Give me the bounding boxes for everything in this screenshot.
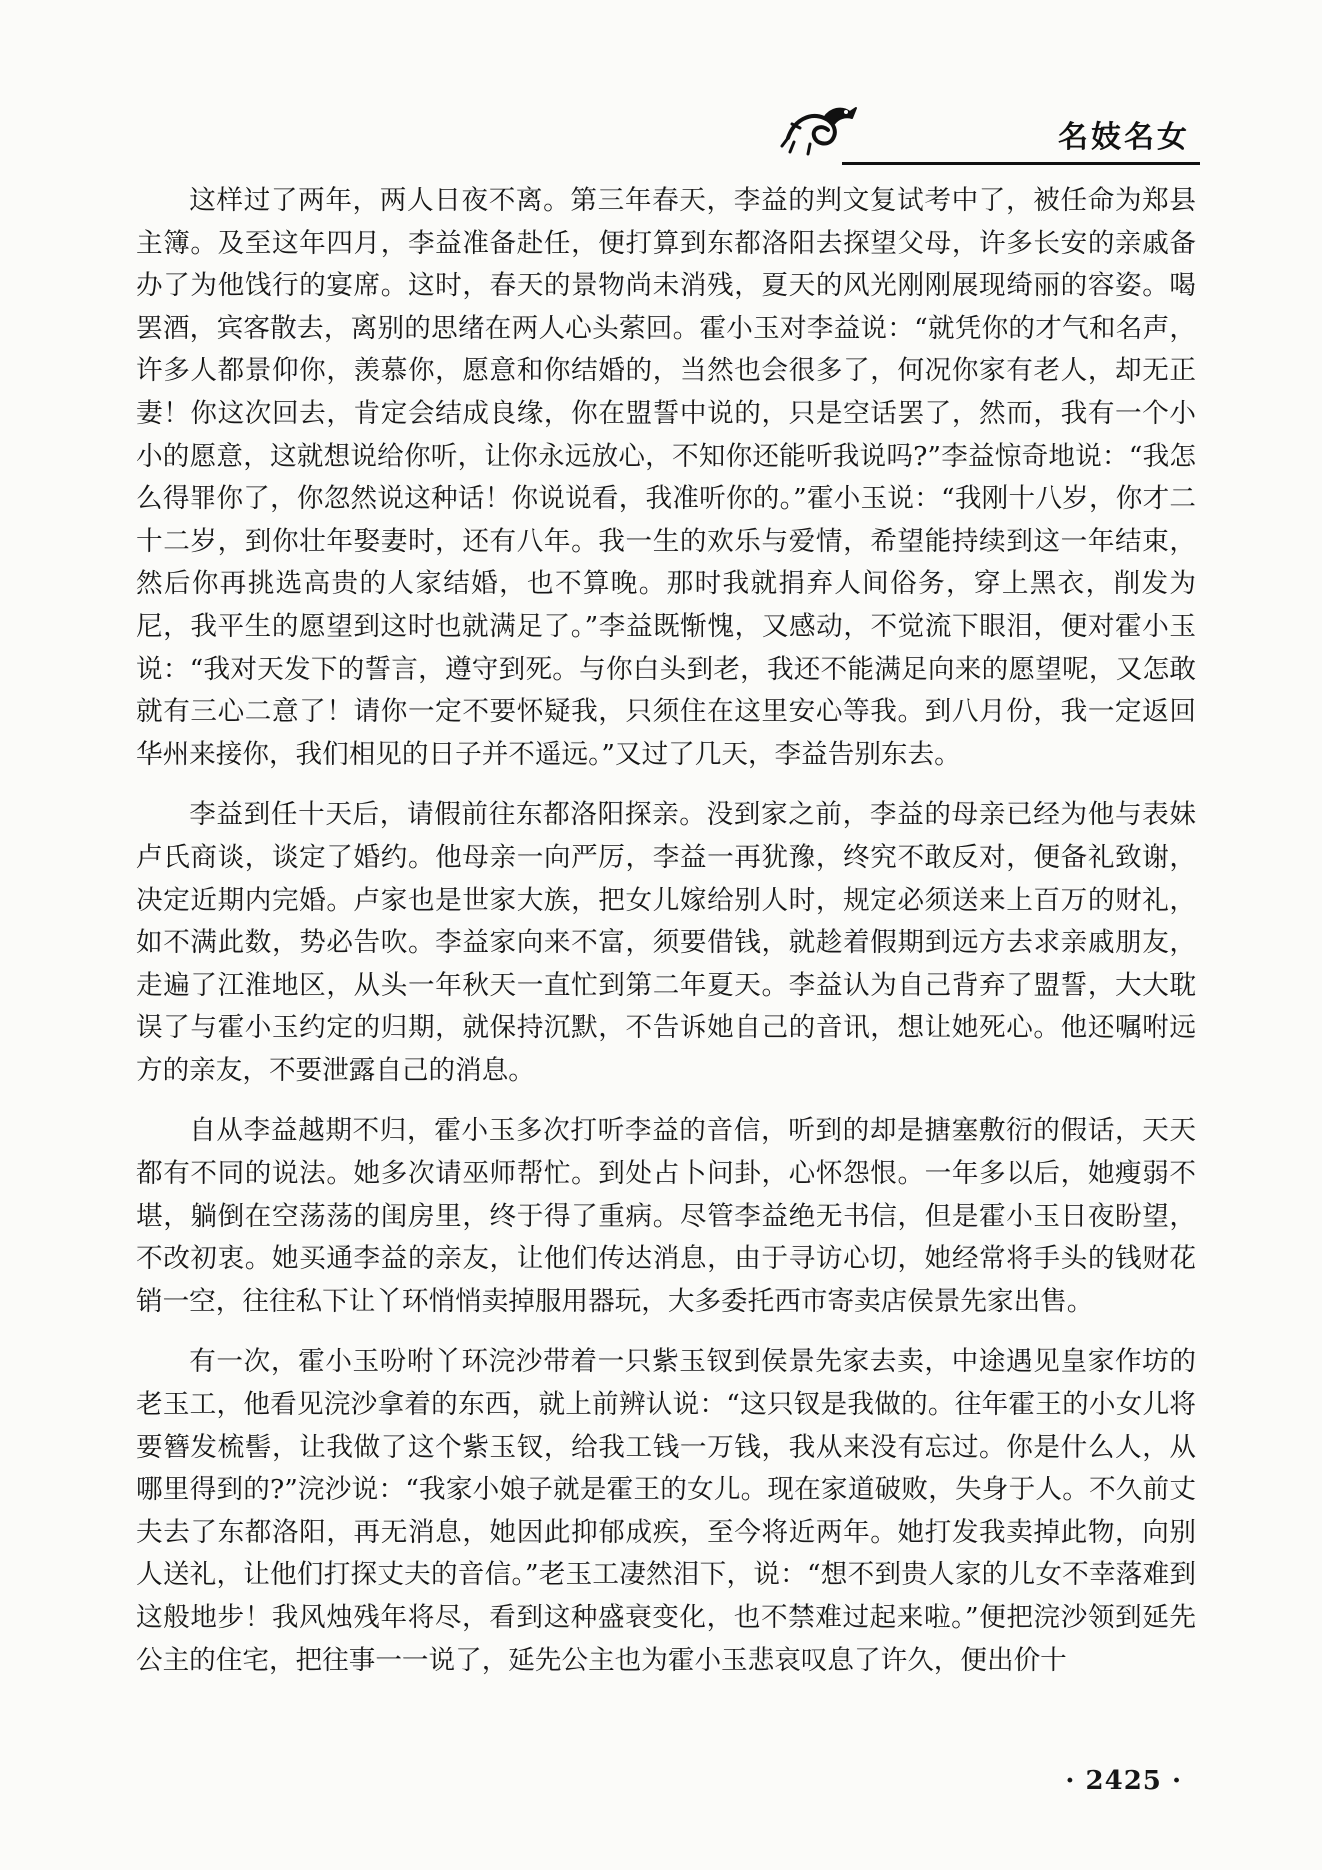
page-number: · 2425 · [1065,1766,1182,1796]
dragon-icon [780,98,860,158]
paragraph: 这样过了两年，两人日夜不离。第三年春天，李益的判文复试考中了，被任命为郑县主簿。及至这年四月，李益准备赴任，便打算到东都洛阳去探望父母，许多长安的亲戚备办了为他饯行的宴席。这时，春天的景物尚未消残，夏天的风光刚刚展现绮丽的容姿。喝罢酒，宾客散去，离别的思绪在两人心头萦回。霍小玉对李益说：“就凭你的才气和名声，许多人都景仰你，羡慕你，愿意和你结婚的，当然也会很多了，何况你家有老人，却无正妻！你这次回去，肯定会结成良缘，你在盟誓中说的，只是空话罢了，然而，我有一个小小的愿意，这就想说给你听，让你永远放心，不知你还能听我说吗?”李益惊奇地说：“我怎么得罪你了，你忽然说这种话！你说说看，我准听你的。”霍小玉说：“我刚十八岁，你才二十二岁，到你壮年娶妻时，还有八年。我一生的欢乐与爱情，希望能持续到这一年结束，然后你再挑选高贵的人家结婚，也不算晚。那时我就捐弃人间俗务，穿上黑衣，削发为尼，我平生的愿望到这时也就满足了。”李益既惭愧，又感动，不觉流下眼泪，便对霍小玉说：“我对天发下的誓言，遵守到死。与你白头到老，我还不能满足向来的愿望呢，又怎敢就有三心二意了！请你一定不要怀疑我，只须住在这里安心等我。到八月份，我一定返回华州来接你，我们相见的日子并不遥远。”又过了几天，李益告别东去。 [136,185,1196,770]
running-header-title: 名妓名女 [1058,120,1190,155]
paragraph: 有一次，霍小玉吩咐丫环浣沙带着一只紫玉钗到侯景先家去卖，中途遇见皇家作坊的老玉工，他看见浣沙拿着的东西，就上前辨认说：“这只钗是我做的。往年霍王的小女儿将要簪发梳髻，让我做了这个紫玉钗，给我工钱一万钱，我从来没有忘过。你是什么人，从哪里得到的?”浣沙说：“我家小娘子就是霍王的女儿。现在家道破败，失身于人。不久前丈夫去了东都洛阳，再无消息，她因此抑郁成疾，至今将近两年。她打发我卖掉此物，向别人送礼，让他们打探丈夫的音信。”老玉工凄然泪下，说：“想不到贵人家的儿女不幸落难到这般地步！我风烛残年将尽，看到这种盛衰变化，也不禁难过起来啦。”便把浣沙领到延先公主的住宅，把往事一一说了，延先公主也为霍小玉悲哀叹息了许久，便出价十 [136,1346,1196,1676]
running-header [780,90,1200,170]
body-text [136,180,1196,1700]
paragraph: 自从李益越期不归，霍小玉多次打听李益的音信，听到的却是搪塞敷衍的假话，天天都有不同的说法。她多次请巫师帮忙。到处占卜问卦，心怀怨恨。一年多以后，她瘦弱不堪，躺倒在空荡荡的闺房里，终于得了重病。尽管李益绝无书信，但是霍小玉日夜盼望，不改初衷。她买通李益的亲友，让他们传达消息，由于寻访心切，她经常将手头的钱财花销一空，往往私下让丫环悄悄卖掉服用器玩，大多委托西市寄卖店侯景先家出售。 [136,1115,1196,1317]
paragraph: 李益到任十天后，请假前往东都洛阳探亲。没到家之前，李益的母亲已经为他与表妹卢氏商谈，谈定了婚约。他母亲一向严厉，李益一再犹豫，终究不敢反对，便备礼致谢，决定近期内完婚。卢家也是世家大族，把女儿嫁给别人时，规定必须送来上百万的财礼，如不满此数，势必告吹。李益家向来不富，须要借钱，就趁着假期到远方去求亲戚朋友，走遍了江淮地区，从头一年秋天一直忙到第二年夏天。李益认为自己背弃了盟誓，大大耽误了与霍小玉约定的归期，就保持沉默，不告诉她自己的音讯，想让她死心。他还嘱咐远方的亲友，不要泄露自己的消息。 [136,799,1196,1086]
header-rule [842,162,1200,165]
